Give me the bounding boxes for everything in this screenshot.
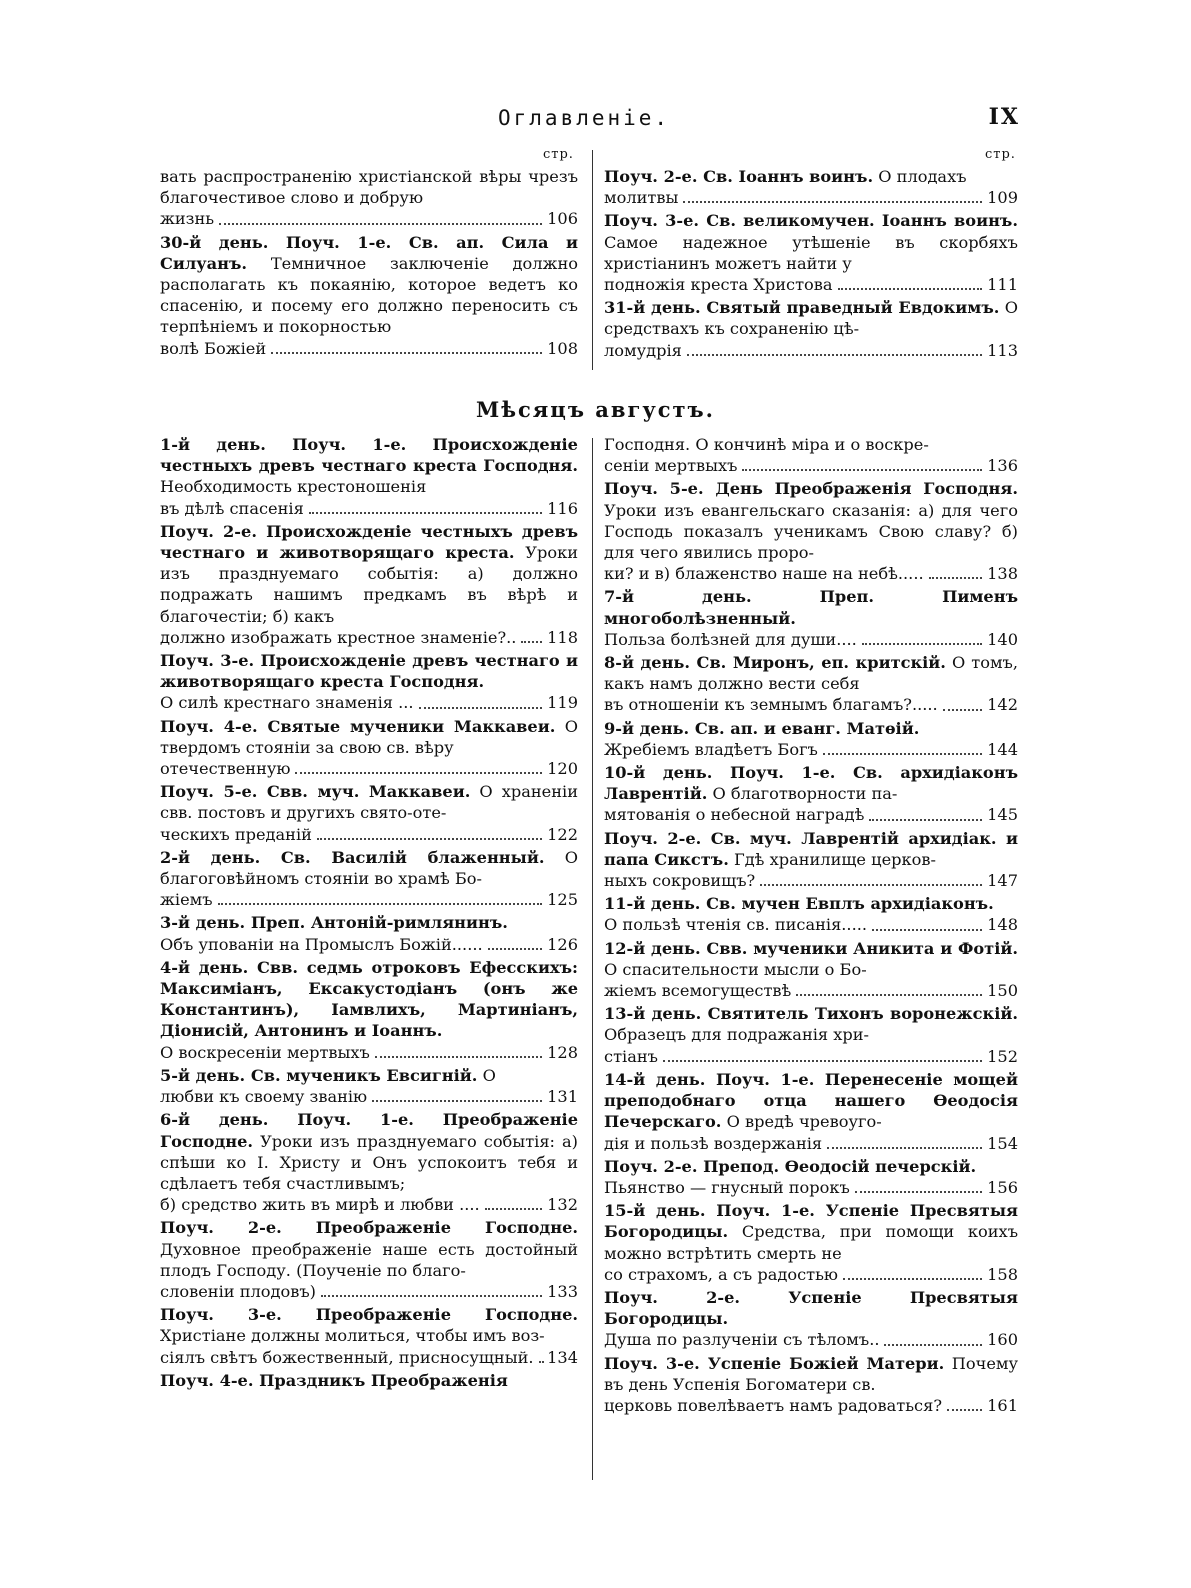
toc-entry (604, 762, 1018, 826)
toc-entry-body (160, 521, 578, 627)
toc-entry (160, 716, 578, 780)
toc-entry-text: О спасительности мысли о Бо- (604, 959, 867, 979)
toc-entry-text: О храненіи свв. постовъ и другихъ свято-оте- (160, 782, 578, 823)
toc-entry-page: 122 (547, 824, 578, 844)
toc-entry (604, 1156, 1018, 1198)
toc-entry (160, 434, 578, 519)
toc-entry-heading: 14-й день. Поуч. 1-е. Перенесеніе мощей преподобнаго отца нашего Ѳеодосія Печерскаго. (604, 1069, 1018, 1132)
toc-entry-heading: Поуч. 5-е. День Преображенія Господня. (604, 479, 1018, 499)
toc-entry-page: 111 (987, 275, 1018, 295)
dot-leader (742, 469, 982, 471)
toc-entry (604, 478, 1018, 584)
toc-entry-body (160, 1109, 578, 1194)
toc-entry-page: 145 (987, 805, 1018, 825)
toc-entry (604, 718, 1018, 760)
toc-entry-page: 133 (547, 1281, 578, 1301)
toc-entry-body (604, 718, 1018, 739)
toc-entry-heading: Поуч. 4-е. Святые мученики Маккавеи. (160, 716, 556, 736)
toc-entry (160, 1217, 578, 1302)
dot-leader (375, 1056, 542, 1058)
toc-entry-tail: Пьянство — гнусный порокъ (604, 1177, 850, 1197)
dot-leader (309, 512, 542, 514)
toc-entry-text: Средства, при помощи коихъ можно встрѣтить смерть не (604, 1222, 1018, 1263)
toc-entry-tail: О пользѣ чтенія св. писанія..... (604, 915, 868, 935)
toc-entry-tail: жіемъ всемогуществѣ (604, 981, 792, 1001)
toc-entry-heading: Поуч. 2-е. Препод. Ѳеодосій печерскій. (604, 1156, 977, 1176)
toc-entry-page: 131 (547, 1087, 578, 1107)
dot-leader (317, 838, 542, 840)
dot-leader (485, 1208, 542, 1210)
toc-entry-body (604, 166, 1018, 187)
toc-entry-tail: дія и пользѣ воздержанія (604, 1133, 823, 1153)
toc-entry-heading: 13-й день. Святитель Тихонъ воронежскій. (604, 1004, 1018, 1024)
toc-entry (604, 297, 1018, 361)
toc-entry-heading: Поуч. 2-е. Св. муч. Лаврентій архидіак. и папа Сикстъ. (604, 828, 1018, 869)
toc-entry-leader-line (604, 455, 1018, 476)
toc-entry-page: 154 (987, 1133, 1018, 1153)
toc-entry-leader-line (160, 692, 578, 713)
toc-entry-text: Гдѣ хранилище церков- (734, 849, 936, 869)
toc-entry (604, 210, 1018, 295)
toc-entry (604, 1353, 1018, 1417)
toc-entry-leader-line (604, 980, 1018, 1001)
toc-entry-tail: ческихъ преданій (160, 824, 312, 844)
toc-entry-page: 132 (547, 1195, 578, 1215)
toc-entry-text: О томъ, какъ намъ должно вести себя (604, 653, 1018, 694)
toc-entry-tail: О силѣ крестнаго знаменія ... (160, 693, 414, 713)
toc-entry-body (604, 938, 1018, 980)
toc-entry (604, 166, 1018, 208)
page-title: Оглавленіе. (498, 106, 671, 130)
dot-leader (760, 884, 982, 886)
toc-entry-leader-line (604, 914, 1018, 935)
toc-entry-body (604, 1200, 1018, 1264)
toc-entry-page: 125 (547, 890, 578, 910)
toc-entry-heading: 7-й день. Преп. Пименъ многоболѣзненный. (604, 587, 1018, 628)
toc-entry (604, 652, 1018, 716)
dot-leader (687, 354, 982, 356)
toc-entry-tail: Объ упованіи на Промыслъ Божій...... (160, 934, 483, 954)
toc-entry-leader-line (604, 870, 1018, 891)
toc-entry-tail: со страхомъ, а съ радостью (604, 1264, 839, 1284)
toc-entry-tail: ломудрія (604, 340, 682, 360)
toc-entry (604, 893, 1018, 935)
toc-entry-leader-line (160, 934, 578, 955)
toc-entry-heading: Поуч. 2-е. Св. Іоаннъ воинъ. (604, 167, 874, 186)
toc-entry-leader-line (604, 1133, 1018, 1154)
toc-entry-heading: 9-й день. Св. ап. и еванг. Матѳій. (604, 718, 920, 738)
toc-column-right (604, 434, 1018, 1418)
toc-entry-heading: Поуч. 4-е. Праздникъ Преображенія (160, 1370, 508, 1390)
toc-entry-body (604, 478, 1018, 563)
toc-entry-tail: волѣ Божіей (160, 338, 267, 358)
toc-entry-text: Уроки изъ празднуемаго событія: а) спѣши ко І. Христу и Онъ успокоитъ тебя и сдѣлаетъ тебя счастливымъ; (160, 1131, 578, 1193)
toc-entry-tail: стіанъ (604, 1046, 658, 1066)
toc-entry-body (160, 781, 578, 823)
toc-entry-body (604, 1156, 1018, 1177)
toc-entry-tail: въ дѣлѣ спасенія (160, 498, 304, 518)
toc-entry-leader-line (604, 694, 1018, 715)
toc-entry-text: Почему въ день Успенія Богоматери св. (604, 1353, 1019, 1394)
toc-entry-leader-line (160, 338, 578, 359)
toc-entry-tail: церковь повелѣваетъ намъ радоваться? (604, 1395, 942, 1415)
toc-entry-heading: Поуч. 3-е. Происхожденіе древъ честнаго и животворящаго креста Господня. (160, 651, 578, 692)
dot-leader (539, 1361, 543, 1363)
toc-entry-text: Уроки изъ празднуемаго событія: а) должно подражать нашимъ предкамъ въ вѣрѣ и благочестіи; б) какъ (160, 543, 578, 626)
toc-entry-tail: въ отношеніи къ земнымъ благамъ?..... (604, 695, 938, 715)
toc-entry-heading: 3-й день. Преп. Антоній-римлянинъ. (160, 913, 508, 933)
toc-entry-body (160, 1217, 578, 1281)
toc-entry-leader-line (604, 1395, 1018, 1416)
toc-entry-page: 158 (987, 1264, 1018, 1284)
toc-entry-page: 156 (987, 1177, 1018, 1197)
toc-entry-heading: 4-й день. Свв. седмь отроковъ Ефесскихъ: Максиміанъ, Ексакустодіанъ (онъ же Константинъ), Іамвлихъ, Мартиніанъ, Діонисій, Антонинъ и Іоаннъ. (160, 957, 578, 1041)
toc-entry-page: 119 (547, 693, 578, 713)
toc-entry-text: О средствахъ къ сохраненію цѣ- (604, 298, 1018, 339)
toc-entry-text: О твердомъ стояніи за свою св. вѣру (160, 716, 578, 757)
toc-entry-body (160, 716, 578, 758)
dot-leader (488, 948, 542, 950)
toc-entry-text: Христіане должны молиться, чтобы имъ воз- (160, 1326, 545, 1346)
dot-leader (796, 994, 982, 996)
toc-entry-body (604, 297, 1018, 339)
toc-entry-text: Господня. О кончинѣ міра и о воскре- (604, 435, 929, 454)
dot-leader (884, 1344, 982, 1346)
toc-entry (160, 1109, 578, 1215)
dot-leader (855, 1191, 982, 1193)
toc-entry-leader-line (604, 563, 1018, 584)
toc-entry-body (160, 1304, 578, 1346)
dot-leader (827, 1147, 982, 1149)
toc-column-left (160, 434, 578, 1393)
toc-entry-page: 142 (987, 695, 1018, 715)
toc-entry-heading: 10-й день. Поуч. 1-е. Св. архидіаконъ Лаврентій. (604, 763, 1018, 804)
toc-entry-heading: 11-й день. Св. мучен Евплъ архидіаконъ. (604, 894, 994, 914)
toc-entry-heading: 5-й день. Св. мученикъ Евсигній. (160, 1065, 478, 1085)
toc-entry-body (604, 652, 1018, 694)
toc-entry-leader-line (160, 627, 578, 648)
toc-entry-page: 140 (987, 629, 1018, 649)
toc-entry-body (604, 893, 1018, 914)
toc-entry (160, 650, 578, 714)
toc-entry-page: 160 (987, 1330, 1018, 1350)
toc-entry-body (604, 1069, 1018, 1133)
toc-entry-body (604, 1287, 1018, 1329)
toc-entry-heading: Поуч. 3-е. Св. великомучен. Іоаннъ воинъ. (604, 211, 1018, 231)
toc-entry (160, 957, 578, 1063)
toc-entry-body (160, 232, 578, 338)
toc-entry-leader-line (160, 1347, 578, 1368)
toc-entry-page: 108 (547, 338, 578, 358)
dot-leader (683, 201, 982, 203)
toc-entry-heading: Поуч. 2-е. Происхожденіе честныхъ древъ честнаго и животворящаго креста. (160, 521, 578, 563)
toc-entry-page: 120 (547, 759, 578, 779)
column-divider-top (592, 150, 593, 370)
toc-entry-text: Уроки изъ евангельскаго сказанія: а) для чего Господь показалъ ученикамъ Свою славу? б) для чего явились проро- (604, 500, 1018, 563)
toc-entry-page: 126 (547, 934, 578, 954)
toc-entry-body (604, 1003, 1018, 1045)
toc-entry-leader-line (604, 187, 1018, 208)
toc-entry-tail: любви къ своему званію (160, 1087, 368, 1107)
toc-entry-leader-line (160, 1086, 578, 1107)
toc-entry-body (604, 586, 1018, 628)
dot-leader (295, 772, 542, 774)
toc-entry-heading: 2-й день. Св. Василій блаженный. (160, 847, 545, 867)
toc-entry-leader-line (160, 824, 578, 845)
toc-entry-leader-line (160, 498, 578, 519)
toc-entry (604, 1003, 1018, 1067)
toc-entry (160, 912, 578, 954)
toc-entry (160, 1370, 578, 1391)
toc-entry-leader-line (604, 804, 1018, 825)
toc-entry-page: 152 (987, 1046, 1018, 1066)
toc-entry-page: 150 (987, 981, 1018, 1001)
dot-leader (943, 709, 982, 711)
toc-entry-tail: мятованія о небесной наградѣ (604, 805, 865, 825)
toc-entry-leader-line (160, 758, 578, 779)
toc-entry-leader-line (160, 1042, 578, 1063)
dot-leader (321, 1295, 542, 1297)
toc-entry-page: 116 (547, 498, 578, 518)
toc-entry-page: 147 (987, 871, 1018, 891)
toc-entry-body (160, 1065, 578, 1086)
toc-entry-body (604, 210, 1018, 274)
toc-entry-page: 148 (987, 915, 1018, 935)
toc-entry-leader-line (604, 340, 1018, 361)
dot-leader (271, 352, 542, 354)
toc-entry-tail: ки? и в) блаженство наше на небѣ..... (604, 564, 924, 584)
toc-entry-heading: 6-й день. Поуч. 1-е. Преображеніе Господне. (160, 1110, 578, 1151)
dot-leader (947, 1409, 982, 1411)
page-number: IX (988, 104, 1020, 130)
toc-entry-body (604, 762, 1018, 804)
toc-entry (604, 434, 1018, 476)
toc-entry (160, 1065, 578, 1107)
toc-entry-text: Самое надежное утѣшеніе въ скорбяхъ христіанинъ можетъ найти у (604, 232, 1018, 273)
toc-entry-leader-line (604, 1046, 1018, 1067)
toc-entry-leader-line (604, 739, 1018, 760)
toc-entry-tail: б) средство жить въ мирѣ и любви .... (160, 1195, 480, 1215)
toc-entry-body (160, 1370, 578, 1391)
dot-leader (929, 577, 982, 579)
dot-leader (521, 641, 542, 643)
dot-leader (862, 643, 982, 645)
toc-entry-heading: Поуч. 3-е. Успеніе Божіей Матери. (604, 1353, 945, 1373)
toc-entry-tail: Жребіемъ владѣетъ Богъ (604, 739, 818, 759)
toc-entry-page: 118 (547, 627, 578, 647)
toc-entry-leader-line (604, 629, 1018, 650)
toc-entry-body (604, 1353, 1018, 1395)
toc-entry-tail: молитвы (604, 188, 679, 208)
dot-leader (843, 1278, 982, 1280)
toc-entry (604, 1287, 1018, 1351)
toc-entry-heading: Поуч. 2-е. Успеніе Пресвятыя Богородицы. (604, 1287, 1018, 1329)
toc-entry-tail: жіемъ (160, 890, 213, 910)
toc-entry-leader-line (604, 274, 1018, 295)
toc-entry-text: О благотворности па- (712, 784, 898, 804)
toc-entry-page: 128 (547, 1042, 578, 1062)
page-column-label-left: стр. (543, 147, 574, 162)
toc-entry-heading: Поуч. 3-е. Преображеніе Господне. (160, 1305, 578, 1325)
dot-leader (838, 288, 983, 290)
toc-entry-body (604, 828, 1018, 870)
toc-entry-body (160, 166, 578, 208)
toc-entry-body (160, 957, 578, 1042)
section-title: Мѣсяцъ августъ. (476, 397, 715, 422)
toc-entry-leader-line (604, 1177, 1018, 1198)
toc-entry-page: 144 (987, 739, 1018, 759)
toc-entry (160, 1304, 578, 1368)
toc-entry (160, 521, 578, 648)
dot-leader (372, 1100, 542, 1102)
toc-entry (604, 1200, 1018, 1285)
toc-entry-page: 113 (987, 340, 1018, 360)
dot-leader (872, 929, 982, 931)
toc-entry-tail: жизнь (160, 209, 215, 229)
toc-entry-heading: 31-й день. Святый праведный Евдокимъ. (604, 298, 1000, 318)
toc-entry-heading: Поуч. 2-е. Преображеніе Господне. (160, 1218, 578, 1238)
toc-entry-tail: ныхъ сокровищъ? (604, 871, 756, 891)
toc-entry-text: О благоговѣйномъ стояніи во храмѣ Бо- (160, 847, 578, 889)
toc-entry-leader-line (160, 208, 578, 229)
toc-entry-page: 134 (547, 1347, 578, 1367)
toc-entry-heading: 8-й день. Св. Миронъ, еп. критскій. (604, 653, 946, 673)
toc-entry (160, 781, 578, 845)
toc-entry-text: О (482, 1065, 496, 1085)
toc-entry-text: Темничное заключеніе должно располагать къ покаянію, которое ведетъ ко спасенію, и посему его должно переносить съ терпѣніемъ и покорностью (160, 253, 578, 337)
toc-entry-text: Необходимость крестоношенія (160, 477, 427, 497)
toc-entry-leader-line (604, 1329, 1018, 1350)
dot-leader (663, 1060, 982, 1062)
toc-entry-heading: 15-й день. Поуч. 1-е. Успеніе Пресвятыя Богородицы. (604, 1201, 1018, 1242)
toc-entry-heading: 30-й день. Поуч. 1-е. Св. ап. Сила и Силуанъ. (160, 232, 578, 273)
toc-entry-tail: Польза болѣзней для души.... (604, 629, 857, 649)
toc-entry-tail: словеніи плодовъ) (160, 1281, 316, 1301)
toc-entry (160, 166, 578, 230)
toc-entry-page: 138 (987, 564, 1018, 584)
toc-entry-leader-line (604, 1264, 1018, 1285)
toc-entry (160, 232, 578, 359)
dot-leader (219, 223, 542, 225)
toc-column-top-right (604, 166, 1018, 363)
toc-entry-tail: отечественную (160, 759, 291, 779)
toc-entry (604, 586, 1018, 650)
toc-entry-tail: сіялъ свѣтъ божественный, присносущный. (160, 1347, 534, 1367)
toc-entry-body (160, 912, 578, 933)
toc-entry-tail: сеніи мертвыхъ (604, 456, 738, 476)
toc-entry-text: Духовное преображеніе наше есть достойный плодъ Господу. (Поученіе по благо- (160, 1239, 578, 1280)
toc-entry-page: 109 (987, 188, 1018, 208)
toc-entry-heading: 12-й день. Свв. мученики Аникита и Фотій. (604, 938, 1018, 958)
toc-entry-text: Образецъ для подражанія хри- (604, 1025, 870, 1045)
toc-entry-tail: О воскресеніи мертвыхъ (160, 1042, 370, 1062)
toc-entry-leader-line (160, 889, 578, 910)
column-divider-main (592, 438, 593, 1480)
toc-entry-tail: Душа по разлученіи съ тѣломъ.. (604, 1330, 880, 1350)
toc-entry (604, 1069, 1018, 1154)
toc-entry-heading: 1-й день. Поуч. 1-е. Происхожденіе честныхъ древъ честнаго креста Господня. (160, 435, 578, 476)
toc-entry-text: О плодахъ (878, 167, 967, 186)
toc-entry-tail: должно изображать крестное знаменіе?.. (160, 627, 517, 647)
dot-leader (419, 707, 543, 709)
page-column-label-right: стр. (985, 147, 1016, 162)
toc-entry-tail: подножія креста Христова (604, 275, 833, 295)
toc-entry-body (160, 650, 578, 692)
toc-entry-leader-line (160, 1281, 578, 1302)
toc-entry (160, 847, 578, 911)
dot-leader (869, 819, 982, 821)
toc-entry (604, 828, 1018, 892)
dot-leader (823, 753, 982, 755)
toc-entry-body (160, 434, 578, 498)
toc-entry-heading: Поуч. 5-е. Свв. муч. Маккавеи. (160, 782, 471, 802)
toc-entry-leader-line (160, 1194, 578, 1215)
toc-entry-body (160, 847, 578, 889)
toc-entry-page: 106 (547, 209, 578, 229)
toc-entry-page: 136 (987, 456, 1018, 476)
toc-entry (604, 938, 1018, 1002)
toc-column-top-left (160, 166, 578, 361)
toc-entry-text: О вредѣ чревоуго- (726, 1112, 882, 1132)
dot-leader (218, 903, 543, 905)
page-header (160, 106, 1020, 136)
toc-entry-text: вать распространенію христіанской вѣры чрезъ благочестивое слово и добрую (160, 167, 578, 208)
toc-entry-body (604, 434, 1018, 455)
toc-entry-page: 161 (987, 1395, 1018, 1415)
